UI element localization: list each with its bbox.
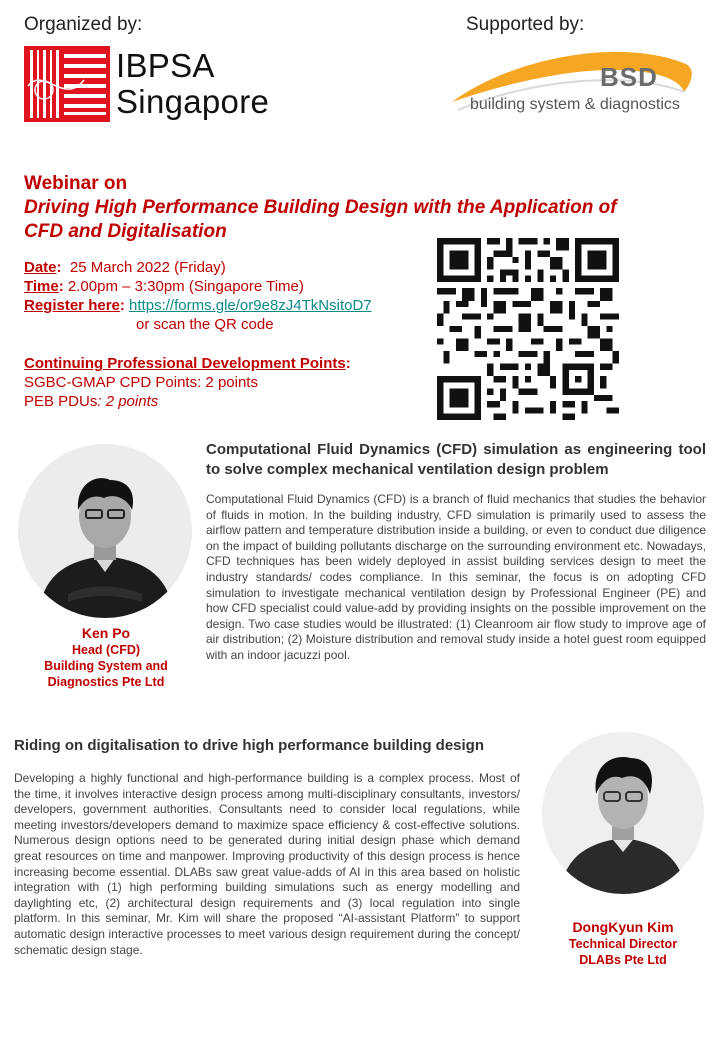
cpd-info: [24, 354, 444, 411]
organized-by-label: Organized by:: [24, 14, 143, 35]
cpd-peb-suffix: : 2 points: [97, 393, 159, 410]
ibpsa-logo-text: [116, 48, 269, 120]
cpd-peb-row: [24, 392, 444, 411]
date-value: 25 March 2022 (Friday): [69, 259, 226, 276]
person-portrait-icon: [18, 444, 192, 618]
cpd-peb-prefix: PEB PDUs: [24, 393, 98, 410]
talk1-abstract: Computational Fluid Dynamics (CFD) is a branch of fluid mechanics that studies the behavior of fluids in motion. In the building industry, CFD simulation is primarily used to assess the airflow pattern and temperature distribution inside a building, or even to conduct due diligence on the impact of building pollutants discharge on the surrounding environment etc. Nowadays, CFD techniques has been widely deployed in assist building services design to meet the industry standards/ codes compliance. In this seminar, the focus is on adopting CFD simulation to investigate mechanical ventilation design by Professional Engineer (PE) and how CFD specialist could value-add by providing insights on the possible improvement on the design. Two case studies would be illustrated: (1) Cleanroom air flow study to improve age of air distribution; (2) Moisture distribution and removal study inside a hotel guest room equipped with an indoor jacuzzi pool.: [206, 492, 706, 662]
speaker-org-line2: Diagnostics Pte Ltd: [47, 675, 165, 689]
bsd-logo-mark: BSD: [600, 62, 658, 92]
speaker-role: Technical Director: [568, 937, 678, 951]
speaker-card-ken-po: [14, 624, 198, 690]
date-row: Date: 25 March 2022 (Friday): [24, 259, 226, 276]
ibpsa-logo-mark: [24, 46, 110, 122]
talk1-title: Computational Fluid Dynamics (CFD) simulation as engineering tool to solve complex mechanical ventilation design problem: [206, 441, 706, 478]
time-row: Time: 2.00pm – 3:30pm (Singapore Time): [24, 278, 304, 295]
talk2-abstract: Developing a highly functional and high-performance building is a complex process. Most of the time, it involves interactive design process among multi-disciplinary consultants, investors/ developers, government authorities. Consultants need to consider local regulations, while meeting investors/developers demand to maximize space efficiency & cost-effective solutions. Numerous design options need to be generated during initial design phase which demand great resources on time and manpower. Improving productivity of this design process is hence increasing become essential. DLABs saw great value-adds of AI in this area based on holistic integration with (1) high performing building simulations such as energy modelling and daylighting etc, (2) architectural design requirements and (3) local regulation into single platform. In this seminar, Mr. Kim will share the proposed “AI-assistant Platform” to support automatic design interactive processes to meet various design requirement during the concept/ schematic design stage.: [14, 771, 520, 957]
speaker-org: DLABs Pte Ltd: [579, 953, 667, 967]
speaker-role: Head (CFD): [71, 643, 141, 657]
person-portrait-icon: [542, 732, 704, 894]
speaker-photo-dongkyun-kim: [542, 732, 704, 894]
cpd-label: Continuing Professional Development Points: [24, 355, 346, 372]
qr-code[interactable]: [437, 238, 619, 420]
webinar-title-line3: CFD and Digitalisation: [24, 221, 227, 242]
ibpsa-logo-line2: Singapore: [116, 83, 270, 120]
webinar-title: [24, 172, 704, 244]
event-info: [24, 258, 424, 334]
speaker-name: Ken Po: [81, 625, 131, 641]
speaker-card-dongkyun-kim: [532, 918, 714, 968]
ibpsa-logo-line1: IBPSA: [116, 47, 215, 84]
webinar-title-line1: Webinar on: [24, 173, 128, 194]
talk2-title: Riding on digitalisation to drive high performance building design: [14, 737, 485, 754]
speaker-org-line1: Building System and: [44, 659, 168, 673]
scan-qr-text: or scan the QR code: [136, 316, 274, 333]
webinar-title-line2: Driving High Performance Building Design with the Application of: [24, 197, 617, 218]
register-row: Register here: https://forms.gle/or9e8zJ4TkNsitoD7: [24, 297, 372, 314]
time-value: 2.00pm – 3:30pm (Singapore Time): [67, 278, 304, 295]
bsd-logo-tagline: building system & diagnostics: [470, 96, 680, 113]
time-label: Time: [24, 278, 59, 295]
cpd-row: Continuing Professional Development Points:: [24, 355, 351, 372]
register-link[interactable]: https://forms.gle/or9e8zJ4TkNsitoD7: [129, 297, 372, 314]
cpd-sgbc-points: SGBC-GMAP CPD Points: 2 points: [24, 374, 258, 391]
register-label: Register here: [24, 297, 120, 314]
speaker-photo-ken-po: [18, 444, 192, 618]
supported-by-label: Supported by:: [466, 14, 585, 35]
speaker-name: DongKyun Kim: [572, 919, 674, 935]
date-label: Date: [24, 259, 57, 276]
